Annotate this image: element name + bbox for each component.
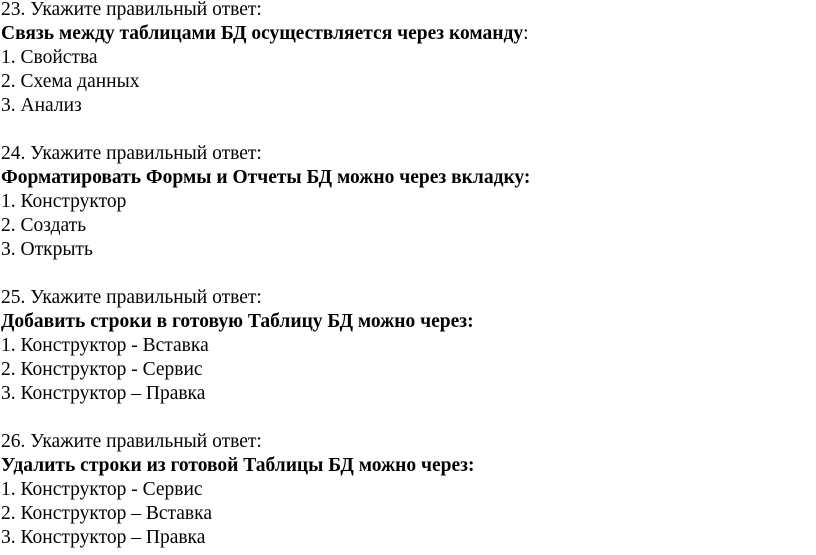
question-25 <box>1 286 816 406</box>
answer-option: 3. Анализ <box>1 95 82 116</box>
question-prompt: Удалить строки из готовой Таблицы БД можно через: <box>1 455 475 476</box>
question-prompt: Форматировать Формы и Отчеты БД можно через вкладку: <box>1 167 531 188</box>
question-header: 25. Укажите правильный ответ: <box>1 287 262 308</box>
answer-option: 3. Конструктор – Правка <box>1 383 206 404</box>
question-prompt-tail: : <box>523 23 529 44</box>
answer-option: 1. Конструктор - Сервис <box>1 479 203 500</box>
answer-option: 1. Свойства <box>1 47 98 68</box>
question-24 <box>1 142 816 262</box>
answer-option: 2. Схема данных <box>1 71 140 92</box>
question-26 <box>1 430 816 550</box>
answer-option: 2. Конструктор - Сервис <box>1 359 203 380</box>
question-prompt <box>1 22 816 46</box>
answer-option: 2. Создать <box>1 215 87 236</box>
question-header: 23. Укажите правильный ответ: <box>1 0 262 20</box>
question-prompt: Добавить строки в готовую Таблицу БД можно через: <box>1 311 474 332</box>
question-23 <box>1 0 816 118</box>
answer-option: 3. Конструктор – Правка <box>1 527 206 548</box>
question-prompt-text: Связь между таблицами БД осуществляется через команду <box>1 23 524 44</box>
question-header: 26. Укажите правильный ответ: <box>1 431 262 452</box>
answer-option: 1. Конструктор <box>1 191 127 212</box>
answer-option: 2. Конструктор – Вставка <box>1 503 212 524</box>
answer-option: 3. Открыть <box>1 239 93 260</box>
answer-option: 1. Конструктор - Вставка <box>1 335 209 356</box>
question-header: 24. Укажите правильный ответ: <box>1 143 262 164</box>
